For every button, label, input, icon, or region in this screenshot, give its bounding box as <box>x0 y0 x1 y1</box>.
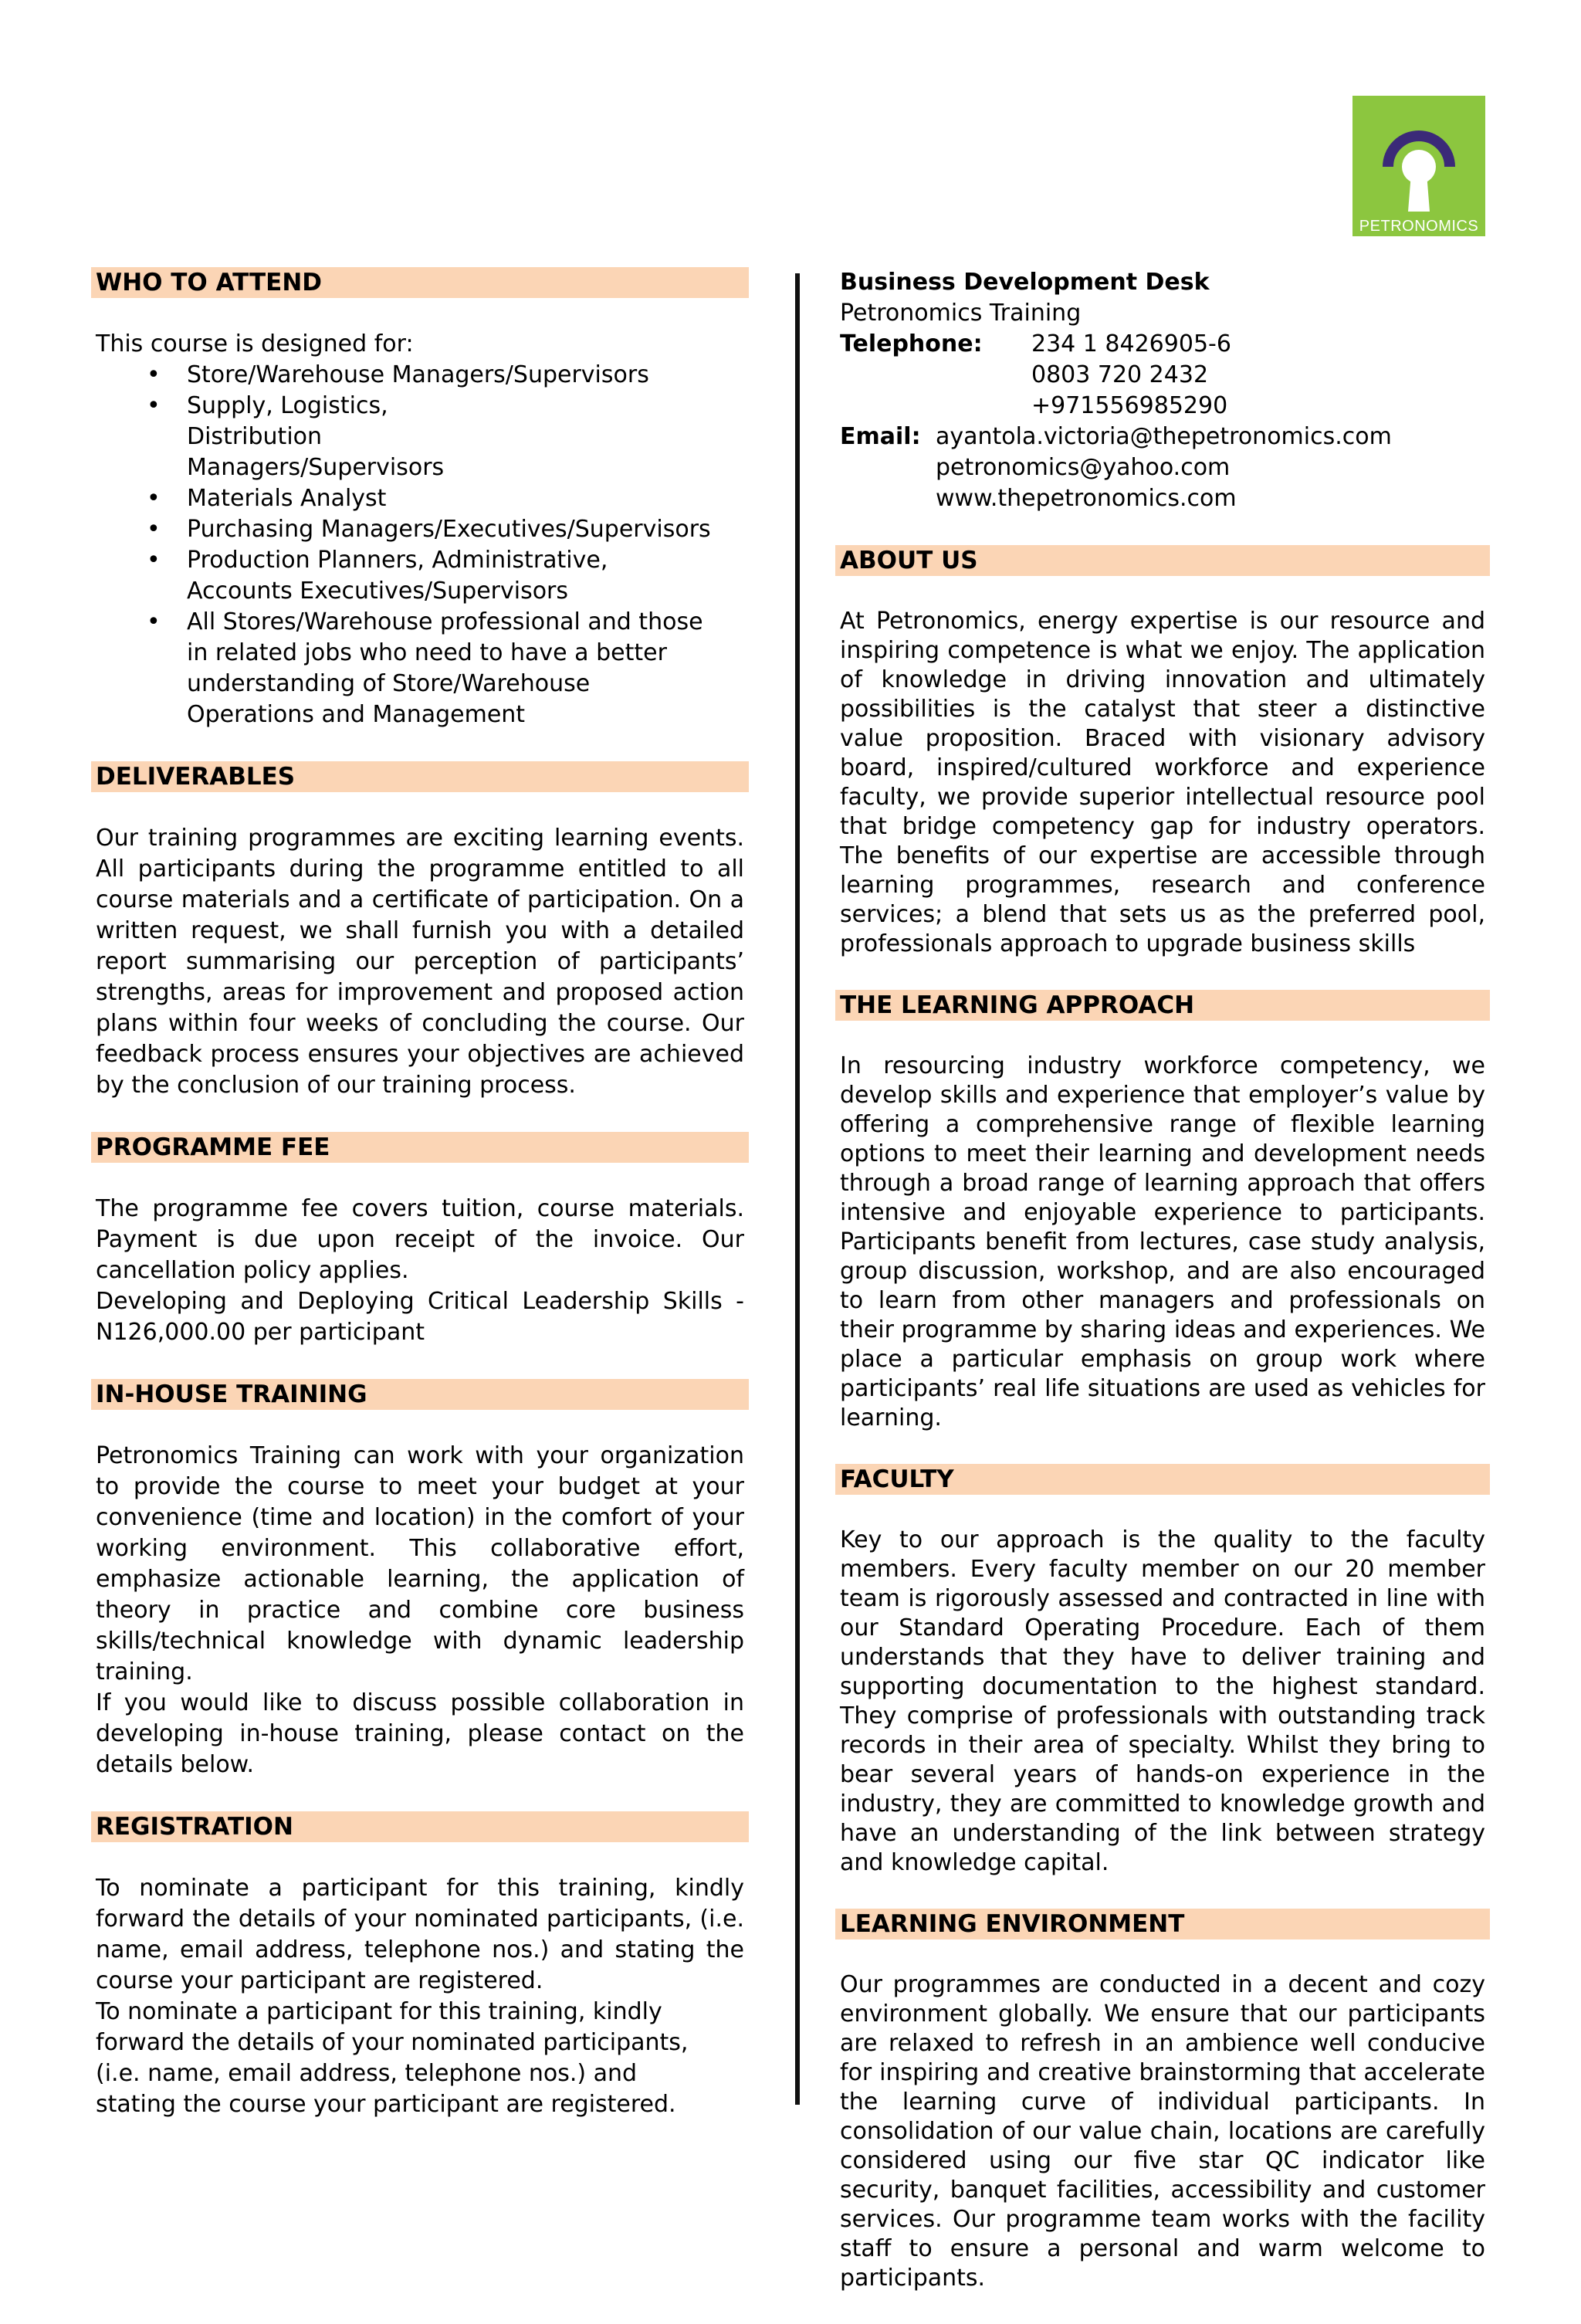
registration-text-1: To nominate a participant for this training, kindly forward the details of your nominated participants, (i.e. name, email address, telephone nos.) and stating the course your participant are registered. <box>96 1875 744 1994</box>
deliverables-text: Our training programmes are exciting learning events. All participants during the programme entitled to all course materials and a certificate of participation. On a written request, we shall furnish you with a detailed report summarising our perception of participants’ strengths, areas for improvement and proposed action plans within four weeks of concluding the course. Our feedback process ensures your objectives are achieved by the conclusion of our training process. <box>96 825 744 1099</box>
programme-fee-section <box>91 1132 749 1348</box>
registration-text-2: To nominate a participant for this training, kindly forward the details of your nominated participants, (i.e. name, email address, telephone nos.) and stating the course your participant are registered. <box>96 1998 689 2118</box>
left-column <box>91 267 749 2151</box>
learning-environment-text: Our programmes are conducted in a decent and cozy environment globally. We ensure that our participants are relaxed to refresh in an ambience well conducive for inspiring and creative brainstorming that accelerate the learning curve of individual participants. In consolidation of our value chain, locations are carefully considered using our five star QC indicator like security, banquet facilities, accessibility and customer services. Our programme team works with the facility staff to ensure a personal and warm welcome to participants. <box>840 1971 1485 2292</box>
about-heading: ABOUT US <box>835 545 1490 576</box>
email-link[interactable]: ayantola.victoria@thepetronomics.com <box>936 423 1392 450</box>
logo-text: PETRONOMICS <box>1359 218 1479 235</box>
list-item: • All Stores/Warehouse professional and those in related jobs who need to have a better understanding of Store/Warehouse Operations and Management <box>91 607 749 730</box>
phone-number[interactable]: 0803 720 2432 <box>1031 361 1209 388</box>
who-to-attend-section <box>91 267 749 730</box>
website-link[interactable]: www.thepetronomics.com <box>936 485 1237 512</box>
registration-section <box>91 1811 749 2120</box>
faculty-text: Key to our approach is the quality to the faculty members. Every faculty member on our 20 member team is rigorously assessed and contracted in line with our Standard Operating Procedure. Each of them understands that they have to deliver training and supporting documentation to the highest standard. They comprise of professionals with outstanding track records in their area of specialty. Whilst they bring to bear several years of hands-on experience in the industry, they are committed to knowledge growth and have an understanding of the link between strategy and knowledge capital. <box>840 1526 1485 1876</box>
list-item: • Production Planners, Administrative, Accounts Executives/Supervisors <box>91 545 749 607</box>
in-house-text-2: If you would like to discuss possible collaboration in developing in-house training, please contact on the details below. <box>96 1689 744 1778</box>
faculty-section <box>835 1464 1490 1878</box>
in-house-training-section <box>91 1379 749 1780</box>
learning-approach-heading: THE LEARNING APPROACH <box>835 990 1490 1021</box>
learning-environment-heading: LEARNING ENVIRONMENT <box>835 1909 1490 1939</box>
course-fee-text: Developing and Deploying Critical Leadership Skills - N126,000.00 per participant <box>96 1288 744 1346</box>
registration-heading: REGISTRATION <box>91 1811 749 1842</box>
learning-environment-section <box>835 1909 1490 2293</box>
contact-section <box>835 267 1490 514</box>
programme-fee-text: The programme fee covers tuition, course materials. Payment is due upon receipt of the invoice. Our cancellation policy applies. <box>96 1195 744 1284</box>
who-to-attend-intro: This course is designed for: <box>96 330 414 357</box>
attendee-list <box>91 360 749 730</box>
deliverables-heading: DELIVERABLES <box>91 761 749 792</box>
telephone-list <box>1031 329 1231 422</box>
learning-approach-section <box>835 990 1490 1433</box>
about-text: At Petronomics, energy expertise is our resource and inspiring competence is what we enjoy. The application of knowledge in driving innovation and ultimately possibilities is the catalyst that steer a distinctive value proposition. Braced with visionary advisory board, inspired/cultured workforce and experience faculty, we provide superior intellectual resource pool that bridge competency gap for industry operators. The benefits of our expertise are accessible through learning programmes, research and conference services; a blend that sets us as the preferred pool, professionals approach to upgrade business skills <box>840 608 1485 957</box>
deliverables-section <box>91 761 749 1101</box>
programme-fee-heading: PROGRAMME FEE <box>91 1132 749 1163</box>
contact-org: Petronomics Training <box>840 300 1082 327</box>
email-label: Email: <box>840 423 921 450</box>
in-house-training-heading: IN-HOUSE TRAINING <box>91 1379 749 1410</box>
telephone-row <box>840 329 1485 422</box>
contact-desk: Business Development Desk <box>840 269 1210 296</box>
faculty-heading: FACULTY <box>835 1464 1490 1495</box>
list-item: • Store/Warehouse Managers/Supervisors <box>91 360 749 391</box>
email-row <box>840 422 1485 514</box>
petronomics-logo <box>1352 96 1485 236</box>
email-link[interactable]: petronomics@yahoo.com <box>936 454 1231 481</box>
phone-number[interactable]: +971556985290 <box>1031 392 1228 419</box>
list-item: • Purchasing Managers/Executives/Supervisors <box>91 514 749 545</box>
about-section <box>835 545 1490 959</box>
keyhole-arch-icon <box>1352 96 1485 219</box>
learning-approach-text: In resourcing industry workforce competency, we develop skills and experience that employer’s value by offering a comprehensive range of flexible learning options to meet their learning and development needs through a broad range of learning approach that offers intensive and enjoyable experience to participants. Participants benefit from lectures, case study analysis, group discussion, workshop, and are also encouraged to learn from other managers and professionals on their programme by sharing ideas and experiences. We place a particular emphasis on group work where participants’ real life situations are used as vehicles for learning. <box>840 1052 1485 1431</box>
telephone-label: Telephone: <box>840 330 983 357</box>
phone-number[interactable]: 234 1 8426905-6 <box>1031 330 1231 357</box>
who-to-attend-heading: WHO TO ATTEND <box>91 267 749 298</box>
right-column <box>835 267 1490 2324</box>
list-item: • Materials Analyst <box>91 483 749 514</box>
email-list <box>936 422 1392 514</box>
list-item: • Supply, Logistics, Distribution Managers/Supervisors <box>91 391 749 483</box>
in-house-text-1: Petronomics Training can work with your organization to provide the course to meet your budget at your convenience (time and location) in the comfort of your working environment. This collaborative effort, emphasize actionable learning, the application of theory in practice and combine core business skills/technical knowledge with dynamic leadership training. <box>96 1442 744 1685</box>
column-divider <box>795 273 800 2105</box>
